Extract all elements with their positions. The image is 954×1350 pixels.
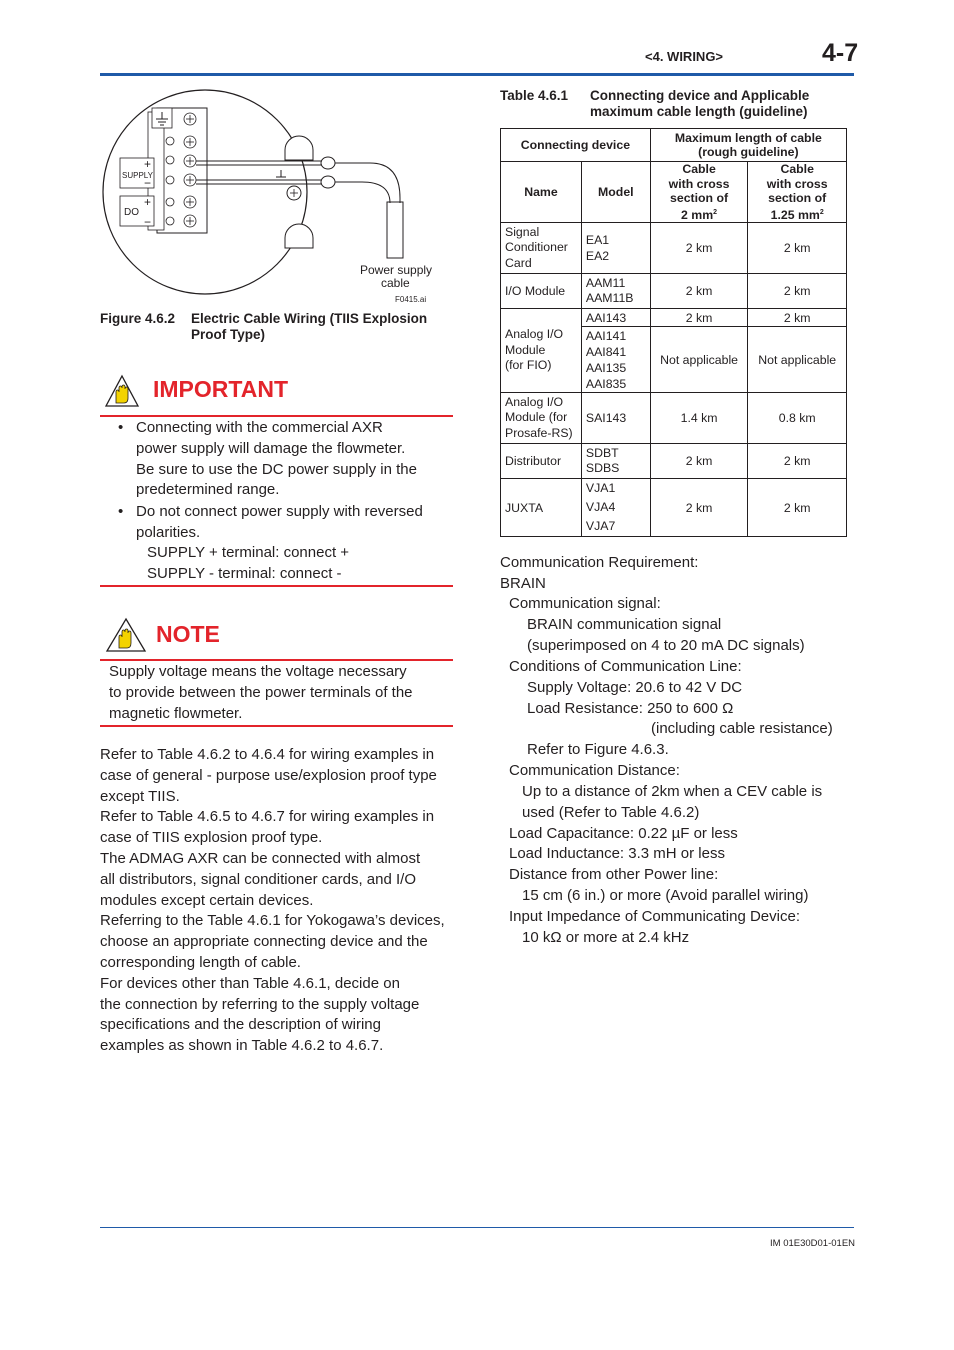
header-rule [100, 73, 854, 76]
comm-line: Communication Requirement: [500, 554, 699, 571]
row-cable-125mm: 0.8 km [748, 393, 847, 444]
hand-caution-icon [105, 374, 139, 408]
do-minus-mark: − [144, 215, 152, 229]
head-name: Name [501, 162, 582, 223]
row-model: SDBT SDBS [581, 444, 650, 479]
do-plus-mark: + [144, 195, 152, 209]
note-text: Supply voltage means the voltage necessary to provide between the power terminals of the magnetic flowmeter. [109, 663, 413, 722]
comm-line: Supply Voltage: 20.6 to 42 V DC [527, 679, 743, 696]
comm-line: Communication Distance: [509, 762, 680, 779]
note-title: NOTE [156, 621, 220, 647]
row-cable-125mm: 2 km [748, 309, 847, 327]
supply-terminal-label: SUPPLY [122, 171, 153, 180]
row-model: EA1 EA2 [581, 223, 650, 274]
important-bullet-2: Do not connect power supply with reversed polarities. [136, 503, 423, 541]
row-cable-125mm: 2 km [748, 479, 847, 537]
comm-line: Input Impedance of Communicating Device: [509, 908, 800, 925]
comm-line: (including cable resistance) [651, 720, 833, 737]
comm-line: Up to a distance of 2km when a CEV cable is [522, 783, 823, 800]
row-model: AAI143 [581, 309, 650, 327]
comm-line: (superimposed on 4 to 20 mA DC signals) [527, 637, 805, 654]
row-cable-2mm: 1.4 km [650, 393, 748, 444]
supply-minus-mark: − [144, 176, 152, 190]
figure-title: Electric Cable Wiring (TIIS Explosion Proof Type) [191, 311, 428, 342]
comm-line: BRAIN [500, 575, 546, 592]
head-model: Model [581, 162, 650, 223]
row-cable-2mm: Not applicable [650, 327, 748, 393]
table-number: Table 4.6.1 [500, 88, 569, 103]
row-name: I/O Module [501, 274, 582, 309]
important-title: IMPORTANT [153, 376, 289, 402]
row-cable-2mm: 2 km [650, 444, 748, 479]
important-bullet-dot-2: • [118, 503, 124, 520]
row-name: Analog I/O Module (for FIO) [501, 309, 582, 393]
comm-line: 10 kΩ or more at 2.4 kHz [522, 929, 690, 946]
row-cable-125mm: 2 km [748, 223, 847, 274]
comm-line: Load Resistance: 250 to 600 Ω [527, 700, 734, 717]
head-max-length: Maximum length of cable (rough guideline) [650, 129, 846, 162]
row-name: Analog I/O Module (for Prosafe-RS) [501, 393, 582, 444]
figure-number: Figure 4.6.2 [100, 311, 176, 326]
do-terminal-label: DO [124, 207, 139, 218]
row-cable-2mm: 2 km [650, 274, 748, 309]
important-bullet-1: Connecting with the commercial AXR power supply will damage the flowmeter. Be sure to use the DC power supply in the predetermined range. [136, 419, 417, 499]
row-cable-2mm: 2 km [650, 309, 748, 327]
supply-plus-mark: + [144, 157, 152, 171]
page-number: 4-7 [822, 39, 859, 67]
row-name: JUXTA [501, 479, 582, 537]
comm-line: Conditions of Communication Line: [509, 658, 742, 675]
note-bottom-rule [100, 725, 453, 727]
row-cable-125mm: 2 km [748, 444, 847, 479]
figure-file-id: F0415.ai [395, 295, 427, 304]
row-name: Distributor [501, 444, 582, 479]
row-name: Signal Conditioner Card [501, 223, 582, 274]
important-bullet-dot-1: • [118, 419, 124, 436]
footer-rule [100, 1227, 854, 1228]
head-cable-2mm: Cable with cross section of 2 $mm^2$ [650, 162, 748, 223]
important-sub-1: SUPPLY + terminal: connect + [147, 544, 350, 561]
row-model: VJA1 VJA4 VJA7 [581, 479, 650, 537]
power-cable-label: Power supply cable [360, 263, 433, 290]
chapter-title: <4. WIRING> [645, 49, 724, 64]
comm-line: Distance from other Power line: [509, 866, 719, 883]
comm-line: Load Capacitance: 0.22 µF or less [509, 825, 738, 842]
comm-line: Load Inductance: 3.3 mH or less [509, 845, 725, 862]
comm-line: Refer to Figure 4.6.3. [527, 741, 669, 758]
table-title: Connecting device and Applicable maximum cable length (guideline) [590, 88, 810, 119]
head-connecting-device: Connecting device [501, 129, 651, 162]
row-cable-2mm: 2 km [650, 479, 748, 537]
row-model: SAI143 [581, 393, 650, 444]
comm-line: Communication signal: [509, 595, 661, 612]
important-top-rule [100, 415, 453, 417]
cable-length-table [500, 128, 847, 537]
comm-line: 15 cm (6 in.) or more (Avoid parallel wiring) [522, 887, 809, 904]
comm-line: used (Refer to Table 4.6.2) [522, 804, 700, 821]
comm-line: BRAIN communication signal [527, 616, 722, 633]
row-cable-125mm: Not applicable [748, 327, 847, 393]
row-model: AAM11 AAM11B [581, 274, 650, 309]
important-bottom-rule [100, 585, 453, 587]
body-paragraphs: Refer to Table 4.6.2 to 4.6.4 for wiring examples in case of general - purpose use/explosion proof type except TIIS. Refer to Table 4.6.5 to 4.6.7 for wiring examples in case of TIIS explosion proof type. The ADMAG AXR can be connected with almost all distributors, signal conditioner cards, and I/O modules except certain devices. Referring to the Table 4.6.1 for Yokogawa’s devices, choose an appropriate connecting device and the corresponding length of cable. For devices other than Table 4.6.1, decide on the connection by referring to the supply voltage specifications and the description of wiring examples as shown in Table 4.6.2 to 4.6.7. [100, 746, 445, 1055]
head-cable-125mm: Cable with cross section of 1.25 $mm^2$ [748, 162, 847, 223]
document-id: IM 01E30D01-01EN [770, 1238, 856, 1249]
note-top-rule [100, 659, 453, 661]
row-model: AAI141 AAI841 AAI135 AAI835 [581, 327, 650, 393]
row-cable-2mm: 2 km [650, 223, 748, 274]
note-hand-icon [105, 617, 147, 653]
important-sub-2: SUPPLY - terminal: connect - [147, 565, 342, 582]
row-cable-125mm: 2 km [748, 274, 847, 309]
wiring-figure [100, 88, 450, 310]
